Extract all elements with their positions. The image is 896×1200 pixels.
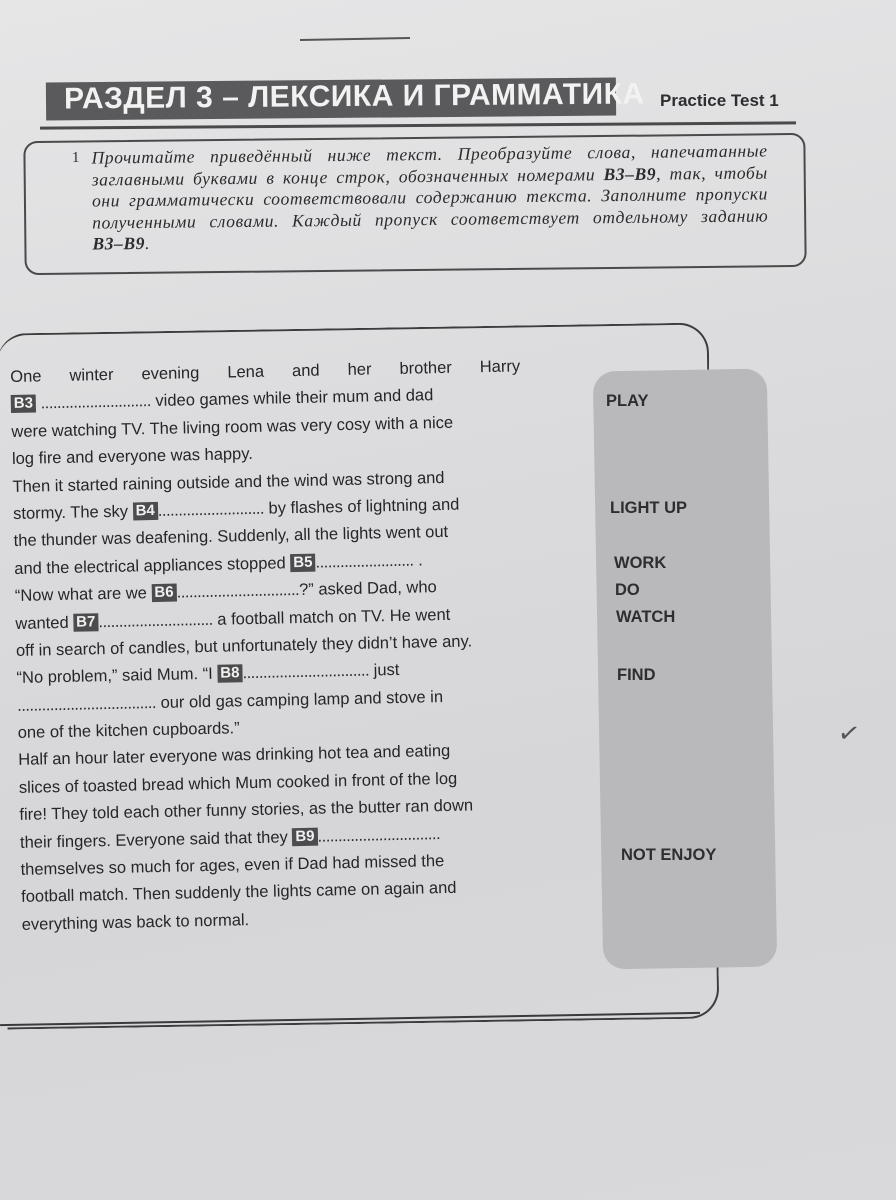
story-line: wanted B7 ............................ a football match on TV. He went	[15, 605, 451, 633]
story-line: Half an hour later everyone was drinking hot tea and eating	[18, 742, 451, 770]
story-line: slices of toasted bread which Mum cooked in front of the log	[18, 769, 458, 797]
story-line: One winter evening Lena and her brother Harry	[10, 357, 521, 386]
story-line: the thunder was deafening. Suddenly, all the lights went out	[13, 523, 449, 551]
gap-label-b5: B5	[290, 553, 316, 572]
story-line: their fingers. Everyone said that they B9 ..............................	[19, 824, 441, 852]
answer-gap-b3[interactable]: ...........................	[40, 392, 152, 413]
keyword-b9: NOT ENJOY	[621, 846, 717, 864]
gap-label-b4: B4	[132, 502, 158, 521]
story-line: were watching TV. The living room was very cosy with a nice	[11, 413, 454, 441]
pencil-tick-mark: ✓	[835, 716, 863, 750]
practice-test-label: Practice Test 1	[660, 91, 779, 110]
story-line: stormy. The sky B4 .......................... by flashes of lightning and	[12, 495, 460, 523]
gap-label-b8: B8	[217, 664, 243, 683]
gap-label-b6: B6	[151, 584, 177, 603]
story-line: themselves so much for ages, even if Dad had missed the	[20, 852, 445, 879]
task-instruction: Прочитайте приведённый ниже текст. Преобразуйте слова, напечатанные заглавными буквами в конце строк, обозначенных номерами B3–B9, так, чтобы они грамматически соответствовали содержанию текста. Заполните пропуски полученными словами. Каждый пропуск соответствует отдельному заданию B3–B9.	[91, 140, 769, 254]
gap-label-b9: B9	[292, 827, 318, 846]
section-title: РАЗДЕЛ 3 – ЛЕКСИКА И ГРАММАТИКА	[63, 77, 645, 116]
answer-gap-b4[interactable]: ..........................	[157, 499, 265, 520]
keyword-b8: FIND	[617, 666, 656, 684]
keyword-b3: PLAY	[606, 392, 649, 410]
task-range: B3–B9	[92, 232, 146, 254]
story-line: “Now what are we B6 ..............................?” asked Dad, who	[14, 578, 437, 606]
story-text	[10, 353, 532, 939]
story-line: B3 ........................... video games while their mum and dad	[11, 381, 521, 419]
keyword-b6: DO	[615, 581, 640, 599]
story-line: everything was back to normal.	[21, 910, 250, 934]
story-line: .................................. our old gas camping lamp and stove in	[16, 687, 444, 715]
keyword-b4: LIGHT UP	[610, 499, 687, 517]
story-line: one of the kitchen cupboards.”	[17, 719, 240, 742]
task-number: 1	[71, 149, 80, 167]
gap-label-b7: B7	[73, 613, 99, 632]
story-line: and the electrical appliances stopped B5 ........................ .	[14, 551, 423, 578]
answer-gap-b8[interactable]: ...............................	[242, 661, 370, 683]
story-line: fire! They told each other funny stories, as the butter ran down	[19, 796, 474, 825]
story-line: Then it started raining outside and the wind was strong and	[12, 468, 445, 496]
story-line: log fire and everyone was happy.	[11, 445, 254, 469]
story-line: football match. Then suddenly the lights came on again and	[20, 879, 457, 907]
keyword-b7: WATCH	[616, 608, 676, 626]
keyword-b5: WORK	[614, 554, 667, 572]
answer-gap-b5[interactable]: ........................	[315, 551, 414, 572]
answer-gap-b8-continued[interactable]: ..................................	[16, 693, 157, 715]
task-range: B3–B9	[603, 163, 657, 184]
answer-gap-b7[interactable]: ............................	[98, 610, 213, 631]
story-line: “No problem,” said Mum. “I B8 ............................... just	[16, 661, 400, 688]
story-line: off in search of candles, but unfortunately they didn’t have any.	[15, 632, 473, 660]
answer-gap-b6[interactable]: ..............................	[176, 581, 300, 602]
gap-label-b3: B3	[11, 395, 37, 414]
answer-gap-b9[interactable]: ..............................	[317, 824, 441, 846]
